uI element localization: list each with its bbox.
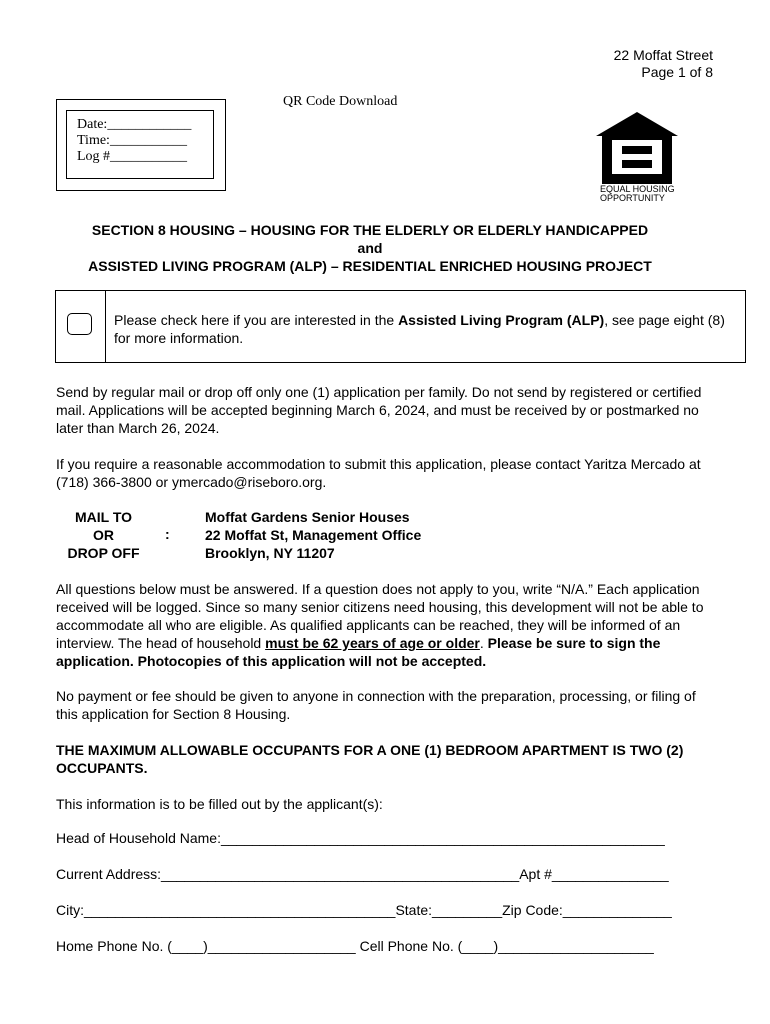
alp-text (114, 311, 727, 347)
mail-to-label (56, 508, 151, 562)
alp-interest-box (55, 290, 746, 363)
sign-warning: Please be sure to sign the application. Photocopies of this application will not be accepted. (56, 635, 661, 669)
accommodation-paragraph: If you require a reasonable accommodation to submit this application, please contact Yaritza Mercado at (718) 366-3800 or ymercado@riseboro.org. (56, 456, 701, 490)
mail-to: MAIL TO (74, 509, 133, 525)
alp-checkbox[interactable] (67, 313, 92, 335)
time-field: Time:___________ (77, 133, 187, 148)
current-address-field[interactable]: Current Address:______________________________________________Apt #_______________ (56, 866, 669, 882)
title-line2: and (357, 240, 383, 256)
age-requirement: must be 62 years of age or older (265, 635, 480, 651)
address-line1: Moffat Gardens Senior Houses (205, 509, 410, 525)
questions-paragraph (56, 580, 721, 670)
title-line1: SECTION 8 HOUSING – HOUSING FOR THE ELDERLY OR ELDERLY HANDICAPPED (91, 222, 649, 238)
drop-off: DROP OFF (67, 545, 140, 561)
alp-text-bold: Assisted Living Program (ALP) (398, 312, 605, 328)
page-number: Page 1 of 8 (641, 64, 713, 80)
qr-code-label: QR Code Download (283, 94, 398, 109)
mailing-address (205, 508, 421, 562)
eho-line1: EQUAL HOUSING (600, 184, 675, 194)
alp-text-post: , see page eight (8) for more information. (114, 312, 725, 346)
log-box (56, 99, 226, 191)
city-state-zip-field[interactable]: City:________________________________________State:_________Zip Code:______________ (56, 902, 672, 918)
log-box-inner (66, 110, 214, 179)
phone-field[interactable]: Home Phone No. (____)___________________ Cell Phone No. (____)____________________ (56, 938, 654, 954)
mail-or: OR (93, 527, 114, 543)
box-divider (105, 291, 106, 362)
mail-colon: : (165, 526, 170, 542)
questions-period: . (479, 635, 484, 651)
log-number-field: Log #___________ (77, 149, 188, 164)
questions-text: All questions below must be answered. If a question does not apply to you, write “N/A.” Each application received will be logged. Since so many senior citizens need housing, this development will not be able to accommodate all who are eligible. As qualified applicants can be reached, they will be informed of an interview. The head of household (56, 581, 704, 651)
no-fee-paragraph: No payment or fee should be given to anyone in connection with the preparation, processing, or filing of this application for Section 8 Housing. (56, 688, 696, 722)
page-title (0, 221, 740, 275)
max-occupants-notice: THE MAXIMUM ALLOWABLE OCCUPANTS FOR A ONE (1) BEDROOM APARTMENT IS TWO (2) OCCUPANTS. (56, 742, 684, 776)
title-line3: ASSISTED LIVING PROGRAM (ALP) – RESIDENTIAL ENRICHED HOUSING PROJECT (88, 258, 652, 274)
date-field: Date:____________ (77, 117, 192, 132)
head-of-household-field[interactable]: Head of Household Name:_________________________________________________________ (56, 830, 665, 846)
applicant-instructions: This information is to be filled out by the applicant(s): (56, 796, 383, 812)
address-line2: 22 Moffat St, Management Office (205, 527, 422, 543)
equal-housing-text (600, 185, 675, 203)
alp-text-pre: Please check here if you are interested in the (114, 312, 399, 328)
equal-housing-icon (594, 110, 680, 186)
eho-line2: OPPORTUNITY (600, 193, 665, 203)
address-line3: Brooklyn, NY 11207 (205, 545, 335, 561)
mail-instructions: Send by regular mail or drop off only one (1) application per family. Do not send by registered or certified mail. Applications will be accepted beginning March 6, 2024, and must be received by or postmarked no later than March 26, 2024. (56, 384, 702, 436)
header-address (614, 47, 713, 81)
street-address: 22 Moffat Street (613, 47, 713, 63)
